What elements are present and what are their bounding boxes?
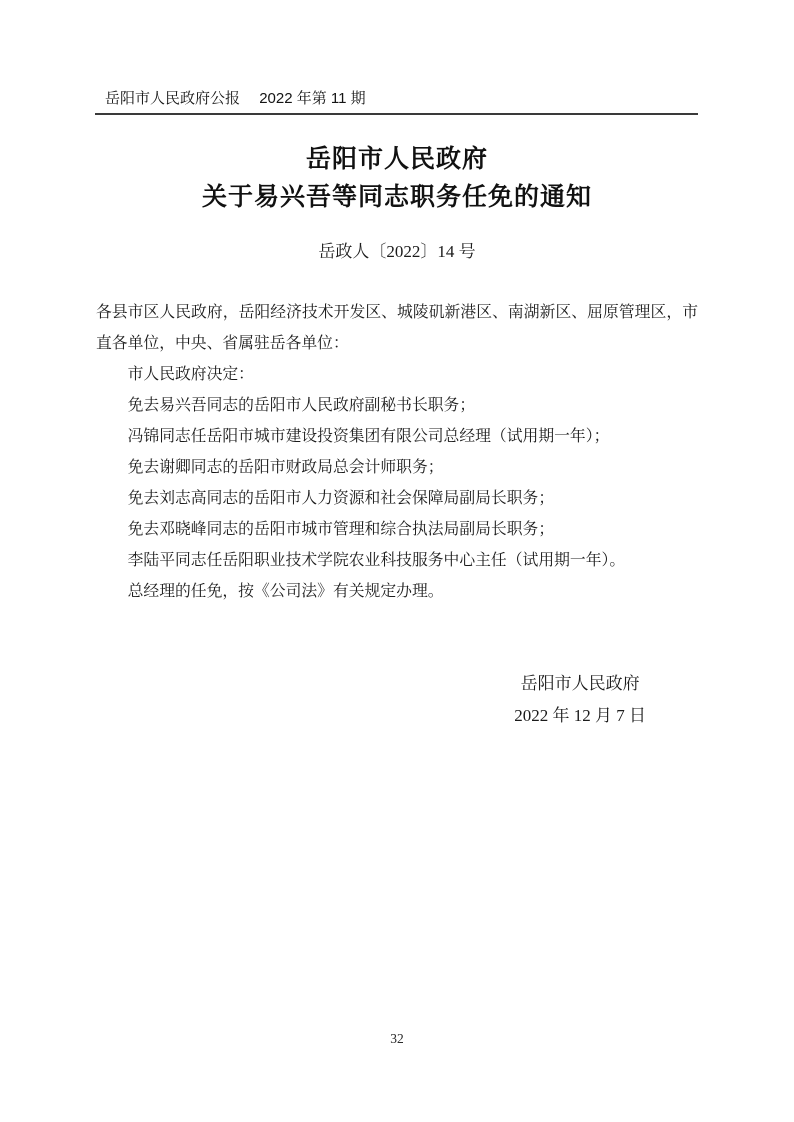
body-paragraph: 免去刘志高同志的岳阳市人力资源和社会保障局副局长职务； bbox=[127, 490, 555, 507]
body-paragraph: 免去易兴吾同志的岳阳市人民政府副秘书长职务； bbox=[127, 397, 476, 414]
gazette-running-head bbox=[95, 90, 698, 115]
body-paragraph: 免去邓晓峰同志的岳阳市城市管理和综合执法局副局长职务； bbox=[127, 521, 555, 538]
gazette-title: 岳阳市人民政府公报 bbox=[105, 90, 241, 107]
notice-body bbox=[96, 297, 698, 607]
notice-title-line2: 关于易兴吾等同志职务任免的通知 bbox=[201, 184, 592, 211]
salutation-paragraph: 各县市区人民政府，岳阳经济技术开发区、城陵矶新港区、南湖新区、屈原管理区，市直各单位，中央、省属驻岳各单位： bbox=[96, 304, 698, 352]
body-paragraph: 免去谢卿同志的岳阳市财政局总会计师职务； bbox=[127, 459, 444, 476]
signature-block bbox=[514, 668, 646, 732]
notice-title bbox=[0, 141, 794, 217]
document-number: 岳政人〔2022〕14 号 bbox=[318, 242, 476, 261]
notice-title-line1: 岳阳市人民政府 bbox=[305, 146, 488, 173]
body-paragraph: 李陆平同志任岳阳职业技术学院农业科技服务中心主任（试用期一年）。 bbox=[127, 552, 626, 569]
body-paragraph: 冯锦同志任岳阳市城市建设投资集团有限公司总经理（试用期一年）； bbox=[127, 428, 610, 445]
signer-name: 岳阳市人民政府 bbox=[520, 674, 640, 693]
page-number: 32 bbox=[390, 1031, 404, 1046]
body-paragraph: 总经理的任免，按《公司法》有关规定办理。 bbox=[127, 583, 444, 600]
signature-date: 2022 年 12 月 7 日 bbox=[514, 706, 646, 725]
gazette-issue-label: 2022 年第 11 期 bbox=[259, 90, 366, 107]
body-paragraph: 市人民政府决定： bbox=[127, 366, 254, 383]
